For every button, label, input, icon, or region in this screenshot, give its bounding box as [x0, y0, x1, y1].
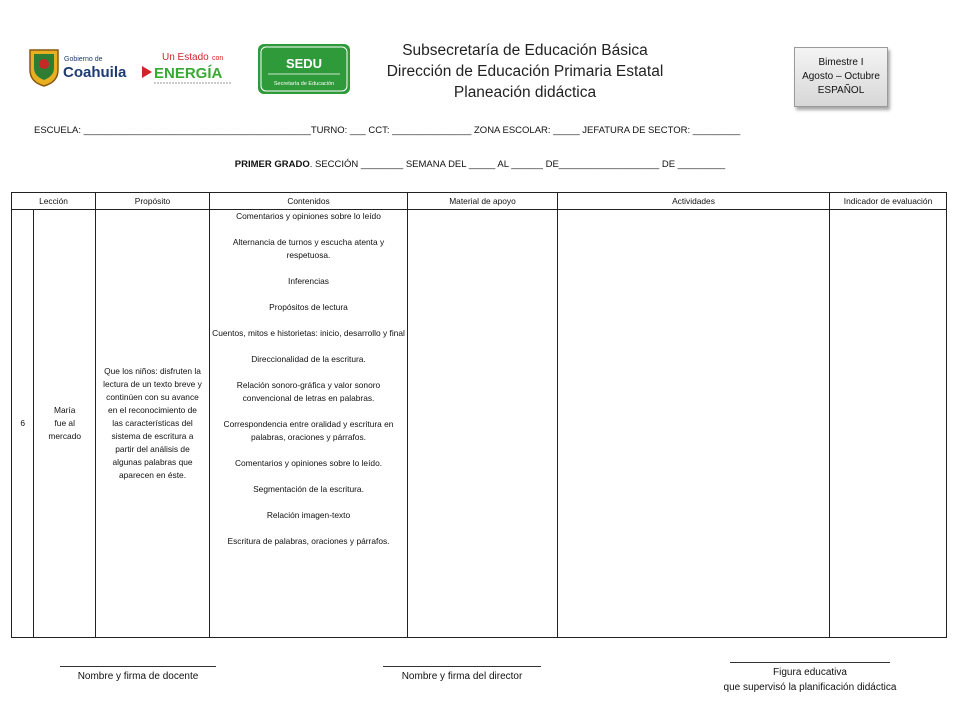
grado-label: PRIMER GRADO [234, 159, 310, 170]
sedu-text-1: SEDU [285, 56, 323, 71]
signature-docente [60, 656, 216, 684]
material-cell[interactable] [408, 210, 558, 638]
content-item: Escritura de palabras, oraciones y párrafos. [227, 536, 390, 546]
sedu-text-2: Secretaría de Educación [273, 81, 335, 87]
energia-text-2: con [212, 55, 224, 62]
header-line-2: Dirección de Educación Primaria Estatal [386, 63, 664, 80]
header-material: Material de apoyo [408, 193, 558, 210]
content-item: Comentarios y opiniones sobre lo leído. [234, 458, 383, 468]
coahuila-text-2: Coahuila [63, 64, 127, 81]
content-item: Inferencias [288, 276, 329, 286]
coahuila-text-1: Gobierno de [64, 56, 103, 63]
content-item: Propósitos de lectura [269, 302, 348, 312]
content-item: Segmentación de la escritura. [253, 484, 364, 494]
signature-line [60, 656, 216, 667]
coahuila-shield-icon [26, 46, 134, 88]
signature-figura-label-1: Figura educativa [773, 667, 847, 678]
header-indicador: Indicador de evaluación [830, 193, 947, 210]
header-actividades: Actividades [558, 193, 830, 210]
content-item: Direccionalidad de la escritura. [251, 354, 366, 364]
header-contenidos: Contenidos [210, 193, 408, 210]
signature-figura-label-2: que supervisó la planificación didáctica [723, 682, 897, 693]
actividades-cell[interactable] [558, 210, 830, 638]
signature-director-label: Nombre y firma del director [401, 671, 523, 682]
header-proposito: Propósito [96, 193, 210, 210]
header-leccion: Lección [12, 193, 96, 210]
content-item: Alternancia de turnos y escucha atenta y respetuosa. [232, 237, 385, 260]
energia-text-1: Un Estado [162, 52, 209, 63]
contenidos-cell [210, 210, 408, 638]
indicador-cell[interactable] [830, 210, 947, 638]
signature-line [730, 652, 890, 663]
content-item: Cuentos, mitos e historietas: inicio, desarrollo y final [212, 328, 405, 338]
energia-logo [140, 48, 238, 88]
lesson-number: 6 [12, 210, 34, 637]
coahuila-logo [26, 46, 134, 88]
header-line-3: Planeación didáctica [453, 84, 597, 101]
lesson-title: María fue al mercado [48, 405, 82, 441]
content-item: Relación sonoro-gráfica y valor sonoro convencional de letras en palabras. [236, 380, 381, 403]
grado-rest: . SECCIÓN ________ SEMANA DEL _____ AL ______ DE___________________ DE _________ [309, 159, 726, 170]
escuela-line: ESCUELA: ___________________________________________TURNO: ___ CCT: _______________ ZONA ESCOLAR: _____ JEFATURA DE SECTOR: _________ [34, 125, 741, 136]
sedu-badge-icon [258, 44, 350, 94]
signature-line [383, 656, 541, 667]
table-row [12, 210, 947, 638]
content-item: Correspondencia entre oralidad y escritura en palabras, oraciones y párrafos. [223, 419, 394, 442]
planning-table [11, 192, 947, 638]
bimestre-box [794, 47, 888, 107]
table-header-row [12, 193, 947, 210]
energia-text-3: ENERGÍA [154, 65, 223, 82]
content-item: Relación imagen-texto [266, 510, 351, 520]
signature-docente-label: Nombre y firma de docente [77, 671, 199, 682]
header-titles [360, 40, 690, 103]
bimestre-line-1: Bimestre I [818, 57, 864, 68]
sedu-logo [258, 44, 350, 94]
bimestre-line-2: Agosto – Octubre [802, 71, 880, 82]
bimestre-line-3: ESPAÑOL [817, 85, 865, 96]
content-item: Comentarios y opiniones sobre lo leído [236, 211, 381, 221]
header-line-1: Subsecretaría de Educación Básica [402, 42, 648, 59]
leccion-cell [12, 210, 96, 638]
signature-figura [680, 652, 940, 695]
energia-mark-icon [140, 48, 238, 88]
proposito-cell: Que los niños: disfruten la lectura de un texto breve y continúen con su avance en el reconocimiento de las características del sistema de escritura a partir del análisis de algunas palabras que aparecen en éste. [96, 210, 210, 638]
signature-director [383, 656, 541, 684]
grado-line [0, 159, 960, 170]
